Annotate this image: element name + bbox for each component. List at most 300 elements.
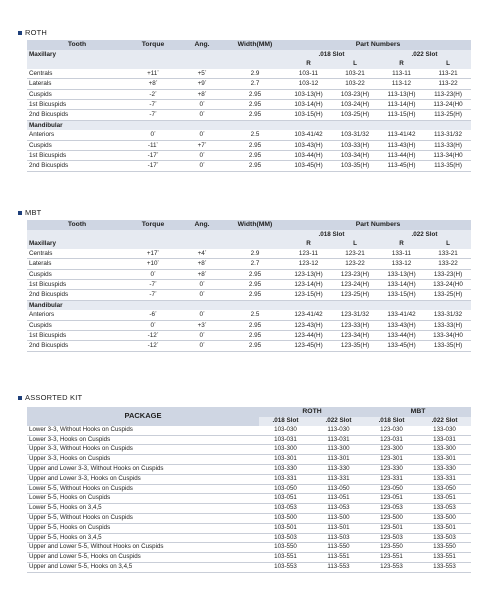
part-number: 123-22 (332, 259, 378, 269)
kit-part-number: 113-501 (312, 523, 365, 533)
degree-symbol: ° (155, 79, 158, 85)
part-number: 113-25(H) (425, 110, 471, 120)
rl-header-blank (225, 59, 285, 68)
kit-part-number: 113-030 (312, 426, 365, 435)
package-name: Upper and Lower 5-5, Without Hooks on Cuspids (27, 543, 259, 553)
part-number: 133-14(H) (378, 280, 425, 290)
part-number: 113-14(H) (378, 100, 425, 110)
kit-part-number: 123-050 (365, 484, 418, 494)
kit-part-number: 133-030 (418, 426, 471, 435)
degree-symbol: ° (157, 248, 160, 254)
package-name: Lower 5-5, Hooks on Cuspids (27, 494, 259, 504)
part-number: 123-35(H) (332, 341, 378, 351)
table-row (27, 100, 471, 110)
kit-part-number: 103-300 (259, 445, 312, 455)
part-number: 123-45(H) (285, 341, 332, 351)
part-number: 123-34(H) (332, 331, 378, 341)
angulation-value: +4° (179, 249, 225, 259)
kit-part-number: 103-551 (259, 553, 312, 563)
part-number: 103-45(H) (285, 161, 332, 171)
kit-part-number: 133-331 (418, 474, 471, 484)
group-row-blank (285, 300, 332, 310)
kit-part-number: 113-300 (312, 445, 365, 455)
kit-part-number: 123-330 (365, 464, 418, 474)
kit-part-number: 133-301 (418, 455, 471, 465)
torque-value: 0° (127, 130, 179, 140)
header-mbt-slot-018: .018 Slot (365, 417, 418, 426)
part-number: 133-43(H) (378, 320, 425, 330)
table-row (27, 140, 471, 150)
header-l: L (332, 239, 378, 248)
degree-symbol: ° (156, 161, 159, 167)
header-slot-022: .022 Slot (378, 50, 471, 59)
torque-value: -17° (127, 161, 179, 171)
part-number: 133-12 (378, 259, 425, 269)
kit-part-number: 133-501 (418, 523, 471, 533)
kit-part-number: 133-051 (418, 494, 471, 504)
part-number: 123-15(H) (285, 290, 332, 300)
kit-part-number: 113-301 (312, 455, 365, 465)
part-number: 113-35(H) (425, 161, 471, 171)
table-row (27, 280, 471, 290)
kit-part-number: 133-553 (418, 562, 471, 572)
rl-header-row (27, 59, 471, 68)
tooth-name: 1st Bicuspids (27, 151, 127, 161)
header-r: R (378, 59, 425, 68)
degree-symbol: ° (204, 79, 207, 85)
kit-part-number: 123-053 (365, 504, 418, 514)
part-number: 113-31/32 (425, 130, 471, 140)
header-l: L (425, 239, 471, 248)
angulation-value: 0° (179, 161, 225, 171)
kit-part-number: 133-503 (418, 533, 471, 543)
kit-part-number: 133-053 (418, 504, 471, 514)
width-value: 2.95 (225, 320, 285, 330)
width-value: 2.95 (225, 290, 285, 300)
header-part-numbers: Part Numbers (285, 40, 471, 50)
package-name: Lower 3-3, Without Hooks on Cuspids (27, 426, 259, 435)
roth-section-title (18, 28, 47, 37)
kit-part-number: 113-550 (312, 543, 365, 553)
kit-part-number: 123-051 (365, 494, 418, 504)
kit-part-number: 103-331 (259, 474, 312, 484)
group-row-blank (425, 120, 471, 130)
part-number: 123-33(H) (332, 320, 378, 330)
part-number: 103-43(H) (285, 140, 332, 150)
group-mandibular: Mandibular (27, 300, 127, 310)
roth-table (27, 40, 471, 172)
degree-symbol: ° (202, 130, 205, 136)
torque-value: -7° (127, 110, 179, 120)
angulation-value: 0° (179, 151, 225, 161)
part-number: 133-11 (378, 249, 425, 259)
kit-part-number: 133-330 (418, 464, 471, 474)
table-row (27, 474, 471, 484)
angulation-value: +9° (179, 79, 225, 89)
group-row-blank (127, 120, 179, 130)
width-value: 2.95 (225, 100, 285, 110)
tooth-name: Laterals (27, 259, 127, 269)
tooth-name: 1st Bicuspids (27, 280, 127, 290)
part-number: 103-12 (285, 79, 332, 89)
table-row (27, 435, 471, 445)
part-number: 103-14(H) (285, 100, 332, 110)
package-name: Upper 5-5, Without Hooks on Cuspids (27, 513, 259, 523)
kit-part-number: 103-500 (259, 513, 312, 523)
degree-symbol: ° (155, 110, 157, 116)
part-number: 103-11 (285, 69, 332, 79)
kit-part-number: 113-050 (312, 484, 365, 494)
degree-symbol: ° (204, 89, 207, 95)
part-number: 133-13(H) (378, 269, 425, 279)
table-row (27, 562, 471, 572)
roth-table-body (27, 59, 471, 171)
degree-symbol: ° (153, 130, 156, 136)
part-number: 113-12 (378, 79, 425, 89)
torque-value: -6° (127, 310, 179, 320)
part-number: 123-21 (332, 249, 378, 259)
kit-part-number: 123-553 (365, 562, 418, 572)
package-name: Upper 5-5, Hooks on 3,4,5 (27, 533, 259, 543)
table-row (27, 484, 471, 494)
header-mbt-slot-022: .022 Slot (418, 417, 471, 426)
part-number: 123-14(H) (285, 280, 332, 290)
table-row (27, 341, 471, 351)
width-value: 2.95 (225, 280, 285, 290)
part-number: 103-35(H) (332, 161, 378, 171)
kit-part-number: 113-551 (312, 553, 365, 563)
table-row (27, 110, 471, 120)
width-value: 2.5 (225, 130, 285, 140)
width-value: 2.9 (225, 249, 285, 259)
angulation-value: 0° (179, 100, 225, 110)
kit-part-number: 123-503 (365, 533, 418, 543)
kit-part-number: 133-300 (418, 445, 471, 455)
table-row (27, 523, 471, 533)
width-value: 2.7 (225, 259, 285, 269)
part-number: 103-15(H) (285, 110, 332, 120)
table-row (27, 161, 471, 171)
table-row (27, 543, 471, 553)
degree-symbol: ° (202, 310, 205, 316)
group-row-blank (179, 120, 225, 130)
package-name: Upper 5-5, Hooks on Cuspids (27, 523, 259, 533)
table-row (27, 513, 471, 523)
part-number: 133-33(H) (425, 320, 471, 330)
group-row-blank (127, 300, 179, 310)
header-slot-018: .018 Slot (285, 50, 378, 59)
torque-value: -11° (127, 140, 179, 150)
table-row (27, 151, 471, 161)
table-row (27, 269, 471, 279)
group-row-blank (378, 120, 425, 130)
angulation-value: 0° (179, 130, 225, 140)
kit-part-number: 103-051 (259, 494, 312, 504)
part-number: 113-33(H) (425, 140, 471, 150)
header-r: R (285, 59, 332, 68)
tooth-name: 2nd Bicuspids (27, 290, 127, 300)
degree-symbol: ° (155, 100, 157, 106)
degree-symbol: ° (156, 331, 159, 337)
kit-part-number: 103-330 (259, 464, 312, 474)
kit-part-number: 113-053 (312, 504, 365, 514)
angulation-value: +8° (179, 89, 225, 99)
part-number: 133-35(H) (425, 341, 471, 351)
angulation-value: 0° (179, 341, 225, 351)
kit-part-number: 123-301 (365, 455, 418, 465)
table-row (27, 331, 471, 341)
part-number: 123-31/32 (332, 310, 378, 320)
package-name: Upper and Lower 3-3, Without Hooks on Cuspids (27, 464, 259, 474)
angulation-value: +8° (179, 269, 225, 279)
header-l: L (425, 59, 471, 68)
width-value: 2.95 (225, 110, 285, 120)
part-number: 113-43(H) (378, 140, 425, 150)
kit-part-number: 123-550 (365, 543, 418, 553)
part-number: 113-11 (378, 69, 425, 79)
part-number: 103-34(H) (332, 151, 378, 161)
angulation-value: 0° (179, 110, 225, 120)
table-row (27, 79, 471, 89)
kit-part-number: 133-031 (418, 435, 471, 445)
group-row (27, 120, 471, 130)
width-value: 2.95 (225, 151, 285, 161)
torque-value: -2° (127, 89, 179, 99)
tooth-name: 2nd Bicuspids (27, 161, 127, 171)
tooth-name: Laterals (27, 79, 127, 89)
group-row-blank (225, 120, 285, 130)
width-value: 2.95 (225, 331, 285, 341)
part-number: 103-21 (332, 69, 378, 79)
rl-header-blank (179, 239, 225, 248)
header-ang: Ang. (179, 220, 225, 230)
group-maxillary: Maxillary (27, 50, 127, 59)
square-bullet-icon (18, 31, 22, 35)
tooth-name: Centrals (27, 249, 127, 259)
table-row (27, 290, 471, 300)
kit-part-number: 103-301 (259, 455, 312, 465)
angulation-value: +3° (179, 320, 225, 330)
header-torque: Torque (127, 220, 179, 230)
degree-symbol: ° (204, 259, 207, 265)
kit-part-number: 103-553 (259, 562, 312, 572)
group-row-blank (225, 300, 285, 310)
part-number: 133-31/32 (425, 310, 471, 320)
table-row (27, 533, 471, 543)
rl-header-blank (27, 59, 127, 68)
rl-header-blank (127, 59, 179, 68)
part-number: 133-41/42 (378, 310, 425, 320)
degree-symbol: ° (157, 259, 160, 265)
kit-part-number: 113-503 (312, 533, 365, 543)
degree-symbol: ° (153, 269, 156, 275)
header-ang: Ang. (179, 40, 225, 50)
header-width: Width(MM) (225, 220, 285, 230)
angulation-value: +8° (179, 259, 225, 269)
tooth-name: Cuspids (27, 320, 127, 330)
table-row (27, 320, 471, 330)
part-number: 113-21 (425, 69, 471, 79)
rl-header-row (27, 239, 471, 248)
degree-symbol: ° (202, 161, 205, 167)
torque-value: 0° (127, 320, 179, 330)
part-number: 123-41/42 (285, 310, 332, 320)
group-mandibular: Mandibular (27, 120, 127, 130)
kit-part-number: 123-031 (365, 435, 418, 445)
part-number: 103-13(H) (285, 89, 332, 99)
rl-header-blank (179, 59, 225, 68)
rl-header-blank (225, 239, 285, 248)
group-maxillary: Maxillary (27, 239, 127, 248)
header-l: L (332, 59, 378, 68)
part-number: 123-24(H) (332, 280, 378, 290)
width-value: 2.5 (225, 310, 285, 320)
degree-symbol: ° (155, 280, 157, 286)
part-number: 113-13(H) (378, 89, 425, 99)
group-row-blank (332, 120, 378, 130)
degree-symbol: ° (204, 320, 207, 326)
kit-part-number: 133-500 (418, 513, 471, 523)
mbt-table (27, 220, 471, 352)
kit-part-number: 123-500 (365, 513, 418, 523)
degree-symbol: ° (202, 151, 205, 157)
degree-symbol: ° (155, 310, 157, 316)
tooth-name: Anteriors (27, 310, 127, 320)
degree-symbol: ° (156, 140, 159, 146)
table-row (27, 259, 471, 269)
part-number: 133-34(H0 (425, 331, 471, 341)
part-number: 103-33(H) (332, 140, 378, 150)
kit-part-number: 113-051 (312, 494, 365, 504)
square-bullet-icon (18, 211, 22, 215)
mbt-section-title (18, 208, 41, 217)
kit-part-number: 103-053 (259, 504, 312, 514)
degree-symbol: ° (204, 248, 207, 254)
degree-symbol: ° (202, 331, 205, 337)
tooth-name: Centrals (27, 69, 127, 79)
degree-symbol: ° (204, 140, 207, 146)
kit-part-number: 133-550 (418, 543, 471, 553)
kit-part-number: 113-500 (312, 513, 365, 523)
angulation-value: +7° (179, 140, 225, 150)
package-name: Upper and Lower 3-3, Hooks on Cuspids (27, 474, 259, 484)
degree-symbol: ° (204, 269, 207, 275)
group-row (27, 300, 471, 310)
tooth-name: Cuspids (27, 140, 127, 150)
torque-value: -17° (127, 151, 179, 161)
part-number: 103-41/42 (285, 130, 332, 140)
group-row-blank (425, 300, 471, 310)
kit-part-number: 123-501 (365, 523, 418, 533)
degree-symbol: ° (156, 341, 159, 347)
part-number: 133-25(H) (425, 290, 471, 300)
tooth-name: 2nd Bicuspids (27, 341, 127, 351)
degree-symbol: ° (202, 110, 205, 116)
header-roth-slot-022: .022 Slot (312, 417, 365, 426)
kit-part-number: 103-030 (259, 426, 312, 435)
part-number: 133-23(H) (425, 269, 471, 279)
part-number: 123-44(H) (285, 331, 332, 341)
package-name: Lower 5-5, Hooks on 3,4,5 (27, 504, 259, 514)
kit-part-number: 123-331 (365, 474, 418, 484)
table-row (27, 89, 471, 99)
table-row (27, 69, 471, 79)
angulation-value: 0° (179, 331, 225, 341)
header-r: R (285, 239, 332, 248)
part-number: 133-22 (425, 259, 471, 269)
header-roth-slot-018: .018 Slot (259, 417, 312, 426)
part-number: 133-15(H) (378, 290, 425, 300)
group-row-blank (285, 120, 332, 130)
degree-symbol: ° (202, 100, 205, 106)
group-row-blank (378, 300, 425, 310)
degree-symbol: ° (155, 89, 157, 95)
torque-value: -12° (127, 341, 179, 351)
part-number: 123-25(H) (332, 290, 378, 300)
part-number: 123-43(H) (285, 320, 332, 330)
torque-value: -7° (127, 100, 179, 110)
table-row (27, 445, 471, 455)
torque-value: -12° (127, 331, 179, 341)
part-number: 133-21 (425, 249, 471, 259)
kit-title-text: ASSORTED KIT (25, 393, 83, 402)
table-row (27, 553, 471, 563)
part-number: 103-25(H) (332, 110, 378, 120)
degree-symbol: ° (153, 320, 156, 326)
part-number: 113-41/42 (378, 130, 425, 140)
part-number: 113-34(H0 (425, 151, 471, 161)
angulation-value: 0° (179, 310, 225, 320)
square-bullet-icon (18, 396, 22, 400)
kit-part-number: 103-550 (259, 543, 312, 553)
mbt-table-body (27, 239, 471, 351)
part-number: 103-31/32 (332, 130, 378, 140)
table-row (27, 494, 471, 504)
torque-value: -7° (127, 280, 179, 290)
kit-part-number: 113-031 (312, 435, 365, 445)
part-number: 103-44(H) (285, 151, 332, 161)
part-number: 113-45(H) (378, 161, 425, 171)
group-row-blank (179, 300, 225, 310)
package-name: Lower 5-5, Without Hooks on Cuspids (27, 484, 259, 494)
degree-symbol: ° (202, 280, 205, 286)
tooth-name: 1st Bicuspids (27, 331, 127, 341)
width-value: 2.95 (225, 89, 285, 99)
header-tooth: Tooth (27, 40, 127, 50)
degree-symbol: ° (157, 68, 159, 74)
kit-part-number: 103-050 (259, 484, 312, 494)
part-number: 123-11 (285, 249, 332, 259)
part-number: 113-23(H) (425, 89, 471, 99)
part-number: 123-23(H) (332, 269, 378, 279)
header-torque: Torque (127, 40, 179, 50)
table-row (27, 130, 471, 140)
kit-table (27, 407, 471, 573)
degree-symbol: ° (204, 68, 207, 74)
header-tooth: Tooth (27, 220, 127, 230)
tooth-name: Cuspids (27, 89, 127, 99)
table-row (27, 504, 471, 514)
torque-value: +11° (127, 69, 179, 79)
degree-symbol: ° (156, 151, 159, 157)
torque-value: +10° (127, 259, 179, 269)
part-number: 123-13(H) (285, 269, 332, 279)
table-row (27, 249, 471, 259)
tooth-name: 1st Bicuspids (27, 100, 127, 110)
header-slot-018: .018 Slot (285, 230, 378, 239)
width-value: 2.7 (225, 79, 285, 89)
package-name: Upper and Lower 5-5, Hooks on Cuspids (27, 553, 259, 563)
